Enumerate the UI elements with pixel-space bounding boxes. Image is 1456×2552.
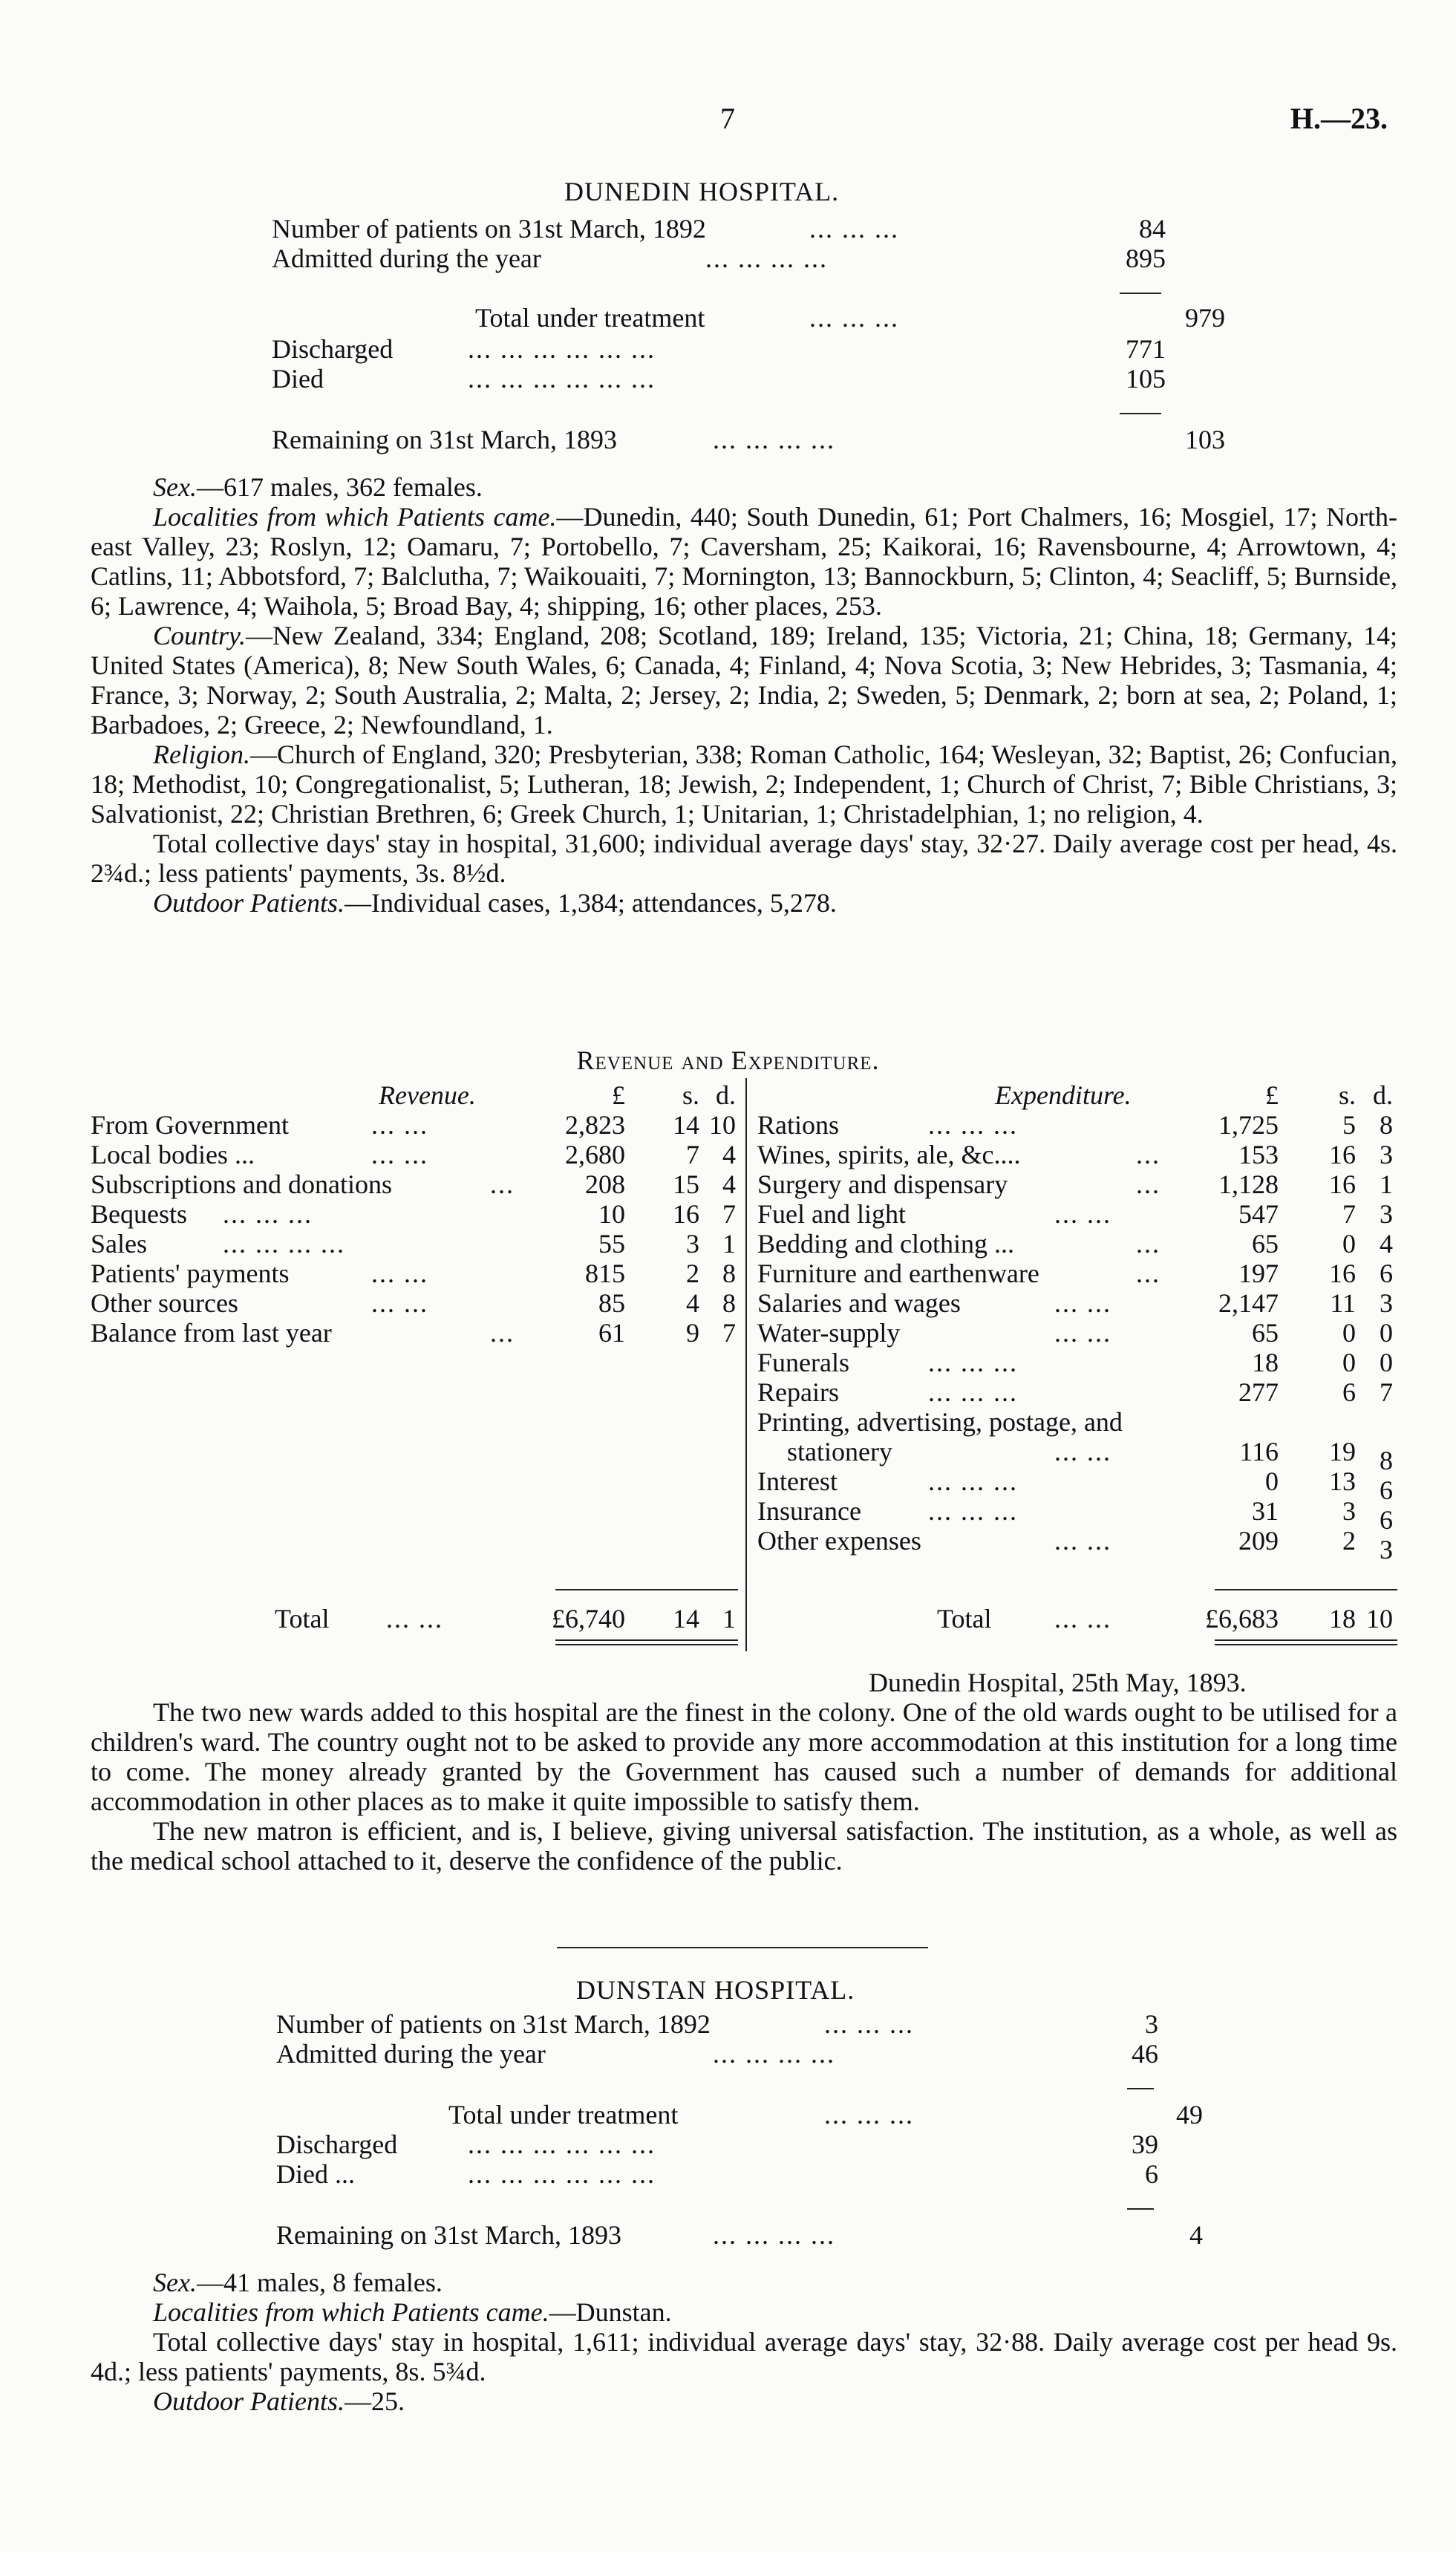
expenditure-pounds: 547 (1238, 1199, 1279, 1229)
stat-label: Number of patients on 31st March, 1892 (272, 214, 706, 244)
leader-dots: ... ... (371, 1110, 428, 1140)
total-rule-double (555, 1639, 738, 1641)
expenditure-pence: 6 (1380, 1475, 1393, 1505)
expenditure-pounds: 31 (1252, 1496, 1279, 1526)
sum-rule (1120, 293, 1161, 294)
country-label: Country. (153, 621, 247, 650)
expenditure-label: Salaries and wages (757, 1288, 961, 1318)
leader-dots: ... ... ... (928, 1377, 1018, 1407)
stat-value: 103 (1185, 425, 1225, 454)
stat-label: Remaining on 31st March, 1893 (272, 425, 617, 454)
total-rule-double (555, 1644, 738, 1645)
expenditure-total-pence: 10 (1366, 1604, 1393, 1634)
expenditure-shillings: 5 (1342, 1110, 1356, 1140)
leader-dots: ... ... (371, 1288, 428, 1318)
leader-dots: ... ... ... (928, 1110, 1018, 1140)
leader-dots: ... ... (1054, 1604, 1111, 1634)
leader-dots: ... ... ... ... ... ... (468, 334, 656, 364)
leader-dots: ... ... ... (928, 1496, 1018, 1526)
expenditure-total-pounds: £6,683 (1205, 1604, 1279, 1634)
leader-dots: ... ... (1054, 1199, 1111, 1229)
leader-dots: ... ... ... (928, 1466, 1018, 1496)
expenditure-pence: 3 (1380, 1535, 1393, 1564)
sex-paragraph (91, 472, 1397, 502)
stat-label: Total under treatment (475, 303, 705, 333)
stat-label: Admitted during the year (276, 2039, 546, 2069)
stat-value: 39 (1132, 2130, 1158, 2159)
expenditure-label: Furniture and earthenware (757, 1259, 1039, 1288)
stay-paragraph: Total collective days' stay in hospital, 31,600; individual average days' stay, 32·27. Daily average cost per head, 4s. 2¾d.; less patients' payments, 3s. 8½d. (91, 829, 1397, 888)
col-s: s. (1338, 1080, 1356, 1110)
leader-dots: ... ... ... ... (713, 425, 835, 454)
leader-dots: ... ... (1054, 1288, 1111, 1318)
expenditure-label: Insurance (757, 1496, 861, 1526)
dunedin-title: DUNEDIN HOSPITAL. (564, 177, 840, 206)
leader-dots: ... ... ... ... ... ... (468, 364, 656, 394)
leader-dots: ... ... ... (824, 2100, 914, 2130)
stat-value: 105 (1126, 364, 1166, 394)
revenue-shillings: 3 (686, 1229, 699, 1259)
stat-label: Remaining on 31st March, 1893 (276, 2220, 621, 2250)
expenditure-pence: 6 (1380, 1259, 1393, 1288)
expenditure-pence: 4 (1380, 1229, 1393, 1259)
leader-dots: ... ... (1054, 1526, 1111, 1556)
revenue-pounds: 2,823 (565, 1110, 625, 1140)
expenditure-label: Rations (757, 1110, 840, 1140)
revenue-pence: 7 (722, 1199, 736, 1229)
expenditure-total-shillings: 18 (1329, 1604, 1356, 1634)
expenditure-label: Funerals (757, 1348, 849, 1377)
revenue-pence: 4 (722, 1140, 736, 1169)
expenditure-shillings: 2 (1342, 1526, 1356, 1556)
dunstan-title: DUNSTAN HOSPITAL. (576, 1975, 855, 2005)
revenue-label: Balance from last year (91, 1318, 332, 1348)
sum-rule (1127, 2208, 1154, 2210)
revenue-label: Bequests (91, 1199, 187, 1229)
expenditure-pence: 3 (1380, 1199, 1393, 1229)
expenditure-shillings: 3 (1342, 1496, 1356, 1526)
expenditure-shillings: 0 (1342, 1318, 1356, 1348)
expenditure-shillings: 11 (1330, 1288, 1356, 1318)
dunedin-report (91, 1697, 1397, 1876)
expenditure-label: Repairs (757, 1377, 839, 1407)
leader-dots: ... ... ... (824, 2009, 914, 2039)
expenditure-label: Wines, spirits, ale, &c.... (757, 1140, 1021, 1169)
revenue-pounds: 85 (598, 1288, 625, 1318)
stat-value: 49 (1176, 2100, 1203, 2130)
religion-label: Religion. (153, 740, 250, 769)
expenditure-shillings: 16 (1329, 1140, 1356, 1169)
localities-paragraph (91, 502, 1397, 621)
revenue-pounds: 61 (598, 1318, 625, 1348)
expenditure-pounds: 197 (1238, 1259, 1279, 1288)
column-divider (745, 1078, 747, 1651)
leader-dots: ... ... (1054, 1437, 1111, 1466)
leader-dots: ... ... ... ... (223, 1229, 345, 1259)
expenditure-label: Printing, advertising, postage, and (757, 1407, 1123, 1437)
expenditure-shillings: 0 (1342, 1229, 1356, 1259)
sum-rule (1120, 413, 1161, 414)
dunedin-signature: Dunedin Hospital, 25th May, 1893. (869, 1668, 1247, 1697)
revenue-label: Patients' payments (91, 1259, 290, 1288)
expenditure-pence: 8 (1380, 1446, 1393, 1475)
revenue-label: Sales (91, 1229, 147, 1259)
outdoor-paragraph (91, 888, 1397, 918)
outdoor-text: —25. (345, 2386, 405, 2416)
expenditure-pence: 8 (1380, 1110, 1393, 1140)
page-number: 7 (720, 102, 735, 135)
revenue-pounds: 55 (598, 1229, 625, 1259)
expenditure-pounds: 18 (1252, 1348, 1279, 1377)
localities-text: —Dunedin, 440; South Dunedin, 61; Port Chalmers, 16; Mosgiel, 17; North-east Valley, 23; Roslyn, 12; Oamaru, 7; Portobello, 7; Caversham, 25; Kaikorai, 16; Ravensbourne, 4; Arrowtown, 4; Catlins, 11; Abbotsford, 7; Balclutha, 7; Waikouaiti, 7; Mornington, 13; Bannockburn, 5; Clinton, 4; Seacliff, 5; Burnside, 6; Lawrence, 4; Waihola, 5; Broad Bay, 4; shipping, 16; other places, 253. (91, 502, 1398, 621)
revenue-total-label: Total (275, 1604, 330, 1634)
revenue-pence: 8 (722, 1259, 736, 1288)
expenditure-label: Surgery and dispensary (757, 1169, 1008, 1199)
report-paragraph: The new matron is efficient, and is, I believe, giving universal satisfaction. The institution, as a whole, as well as the medical school attached to it, deserve the confidence of the public. (91, 1816, 1397, 1876)
stat-label: Died ... (276, 2159, 355, 2189)
outdoor-label: Outdoor Patients. (153, 888, 345, 918)
leader-dots: ... (1136, 1229, 1160, 1259)
expenditure-label: Fuel and light (757, 1199, 906, 1229)
revenue-label: Local bodies ... (91, 1140, 255, 1169)
localities-label: Localities from which Patients came. (153, 502, 557, 532)
revenue-pence: 8 (722, 1288, 736, 1318)
localities-label: Localities from which Patients came. (153, 2297, 549, 2327)
revenue-pounds: 10 (598, 1199, 625, 1229)
expenditure-pence: 3 (1380, 1288, 1393, 1318)
leader-dots: ... (1136, 1259, 1160, 1288)
expenditure-pence: 6 (1380, 1505, 1393, 1535)
leader-dots: ... (1136, 1169, 1160, 1199)
stat-value: 771 (1126, 334, 1166, 364)
expenditure-label: Water-supply (757, 1318, 901, 1348)
stat-label: Discharged (272, 334, 394, 364)
leader-dots: ... ... (371, 1259, 428, 1288)
religion-paragraph (91, 740, 1397, 829)
leader-dots: ... ... ... ... (713, 2039, 835, 2069)
total-rule-double (1215, 1644, 1397, 1645)
leader-dots: ... ... ... ... (705, 244, 828, 273)
expenditure-pence: 0 (1380, 1318, 1393, 1348)
expenditure-label-continued: stationery (787, 1437, 892, 1466)
expenditure-pounds: 65 (1252, 1318, 1279, 1348)
leader-dots: ... ... ... (809, 303, 899, 333)
expenditure-total-label: Total (937, 1604, 992, 1634)
document-reference: H.—23. (1290, 102, 1388, 135)
revexp-title: Revenue and Expenditure. (576, 1045, 880, 1075)
sex-paragraph (91, 2268, 1397, 2297)
revenue-total-pence: 1 (722, 1604, 736, 1634)
expenditure-label: Bedding and clothing ... (757, 1229, 1014, 1259)
expenditure-shillings: 0 (1342, 1348, 1356, 1377)
total-rule-double (1215, 1639, 1397, 1641)
revenue-shillings: 2 (686, 1259, 699, 1288)
expenditure-pence: 1 (1380, 1169, 1393, 1199)
stat-value: 6 (1145, 2159, 1158, 2189)
expenditure-pounds: 2,147 (1218, 1288, 1279, 1318)
stay-paragraph: Total collective days' stay in hospital, 1,611; individual average days' stay, 32·88. Daily average cost per head 9s. 4d.; less patients' payments, 8s. 5¾d. (91, 2327, 1397, 2386)
dunedin-details (91, 472, 1397, 918)
revenue-pounds: 2,680 (565, 1140, 625, 1169)
expenditure-pence: 0 (1380, 1348, 1393, 1377)
leader-dots: ... ... ... (928, 1348, 1018, 1377)
sex-label: Sex. (153, 472, 197, 502)
stat-value: 895 (1126, 244, 1166, 273)
stat-value: 979 (1185, 303, 1225, 333)
revenue-label: From Government (91, 1110, 289, 1140)
expenditure-pence: 7 (1380, 1377, 1393, 1407)
revenue-pence: 7 (722, 1318, 736, 1348)
revenue-pence: 4 (722, 1169, 736, 1199)
expenditure-pounds: 209 (1238, 1526, 1279, 1556)
stat-value: 84 (1139, 214, 1166, 244)
expenditure-pence: 3 (1380, 1140, 1393, 1169)
revenue-pence: 1 (722, 1229, 736, 1259)
revenue-label: Subscriptions and donations (91, 1169, 392, 1199)
revenue-shillings: 4 (686, 1288, 699, 1318)
stat-label: Died (272, 364, 324, 394)
leader-dots: ... ... (1054, 1318, 1111, 1348)
country-paragraph (91, 621, 1397, 740)
stat-value: 46 (1132, 2039, 1158, 2069)
expenditure-label: Interest (757, 1466, 838, 1496)
leader-dots: ... ... (371, 1140, 428, 1169)
expenditure-label: Other expenses (757, 1526, 921, 1556)
leader-dots: ... ... ... (223, 1199, 313, 1229)
revenue-shillings: 15 (673, 1169, 699, 1199)
col-d: d. (716, 1080, 736, 1110)
col-pound: £ (1265, 1080, 1279, 1110)
leader-dots: ... (490, 1318, 515, 1348)
revenue-label: Other sources (91, 1288, 238, 1318)
expenditure-shillings: 19 (1329, 1437, 1356, 1466)
outdoor-label: Outdoor Patients. (153, 2386, 345, 2416)
stat-label: Discharged (276, 2130, 398, 2159)
leader-dots: ... (1136, 1140, 1160, 1169)
leader-dots: ... ... ... ... ... ... (468, 2130, 656, 2159)
expenditure-pounds: 1,725 (1218, 1110, 1279, 1140)
stat-label: Admitted during the year (272, 244, 541, 273)
expenditure-pounds: 1,128 (1218, 1169, 1279, 1199)
leader-dots: ... ... ... ... ... ... (468, 2159, 656, 2189)
revenue-shillings: 16 (673, 1199, 699, 1229)
expenditure-shillings: 13 (1329, 1466, 1356, 1496)
leader-dots: ... ... (386, 1604, 443, 1634)
leader-dots: ... ... ... ... (713, 2220, 835, 2250)
stat-label: Number of patients on 31st March, 1892 (276, 2009, 711, 2039)
revenue-pounds: 208 (585, 1169, 625, 1199)
report-paragraph: The two new wards added to this hospital are the finest in the colony. One of the old wards ought to be utilised for a children's ward. The country ought not to be asked to provide any more accommodation at this institution for a long time to come. The money already granted by the Government has caused such a number of demands for additional accommodation in other places as to make it quite impossible to satisfy them. (91, 1697, 1397, 1816)
total-rule-top (555, 1589, 738, 1590)
revenue-total-shillings: 14 (673, 1604, 699, 1634)
col-d: d. (1373, 1080, 1393, 1110)
expenditure-shillings: 6 (1342, 1377, 1356, 1407)
revenue-shillings: 7 (686, 1140, 699, 1169)
revenue-total-pounds: £6,740 (552, 1604, 625, 1634)
expenditure-pounds: 277 (1238, 1377, 1279, 1407)
revenue-pence: 10 (709, 1110, 736, 1140)
sex-text: —41 males, 8 females. (196, 2268, 443, 2297)
leader-dots: ... ... ... (809, 214, 899, 244)
expenditure-shillings: 16 (1329, 1169, 1356, 1199)
stat-value: 4 (1189, 2220, 1203, 2250)
expenditure-pounds: 0 (1265, 1466, 1279, 1496)
sex-label: Sex. (153, 2268, 197, 2297)
expenditure-pounds: 65 (1252, 1229, 1279, 1259)
expenditure-shillings: 16 (1329, 1259, 1356, 1288)
religion-text: —Church of England, 320; Presbyterian, 338; Roman Catholic, 164; Wesleyan, 32; Baptist, 26; Confucian, 18; Methodist, 10; Congregationalist, 5; Lutheran, 18; Jewish, 2; Independent, 1; Church of Christ, 7; Bible Christians, 3; Salvationist, 22; Christian Brethren, 6; Greek Church, 1; Unitarian, 1; Christadelphian, 1; no religion, 4. (91, 740, 1397, 829)
expenditure-pounds: 116 (1239, 1437, 1279, 1466)
country-text: —New Zealand, 334; England, 208; Scotland, 189; Ireland, 135; Victoria, 21; China, 18; Germany, 14; United States (America), 8; New South Wales, 6; Canada, 4; Finland, 4; Nova Scotia, 3; New Hebrides, 3; Tasmania, 4; France, 3; Norway, 2; South Australia, 2; Malta, 2; Jersey, 2; India, 2; Sweden, 5; Denmark, 2; born at sea, 2; Poland, 1; Barbadoes, 2; Greece, 2; Newfoundland, 1. (91, 621, 1397, 740)
revenue-shillings: 14 (673, 1110, 699, 1140)
revenue-shillings: 9 (686, 1318, 699, 1348)
expenditure-heading: Expenditure. (995, 1080, 1132, 1110)
outdoor-paragraph (91, 2386, 1397, 2416)
leader-dots: ... (490, 1169, 515, 1199)
localities-paragraph (91, 2297, 1397, 2327)
sum-rule (1127, 2088, 1154, 2089)
expenditure-pounds: 153 (1238, 1140, 1279, 1169)
outdoor-text: —Individual cases, 1,384; attendances, 5,278. (345, 888, 837, 918)
col-pound: £ (612, 1080, 625, 1110)
col-s: s. (682, 1080, 699, 1110)
dunstan-details (91, 2268, 1397, 2416)
localities-text: —Dunstan. (549, 2297, 672, 2327)
total-rule-top (1215, 1589, 1397, 1590)
section-divider (557, 1947, 928, 1948)
stat-value: 3 (1145, 2009, 1158, 2039)
expenditure-shillings: 7 (1342, 1199, 1356, 1229)
sex-text: —617 males, 362 females. (196, 472, 483, 502)
stat-label: Total under treatment (448, 2100, 679, 2130)
revenue-heading: Revenue. (379, 1080, 476, 1110)
revenue-pounds: 815 (585, 1259, 625, 1288)
